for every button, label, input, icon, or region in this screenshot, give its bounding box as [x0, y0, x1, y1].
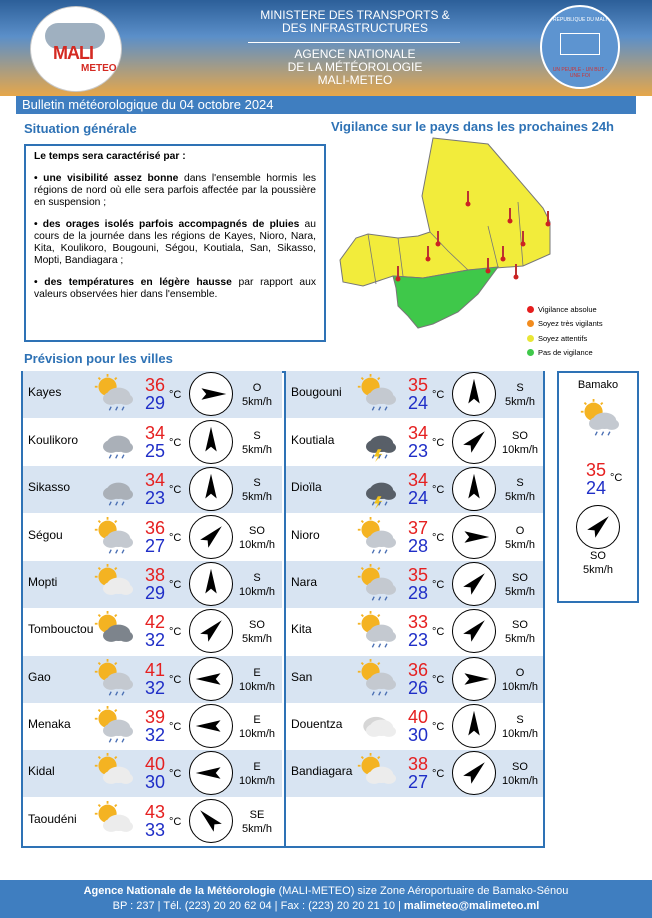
wind-info: SO 5km/h	[505, 619, 535, 645]
bamako-forecast	[557, 371, 639, 603]
forecast-title: Prévision pour les villes	[24, 351, 173, 366]
thermometer-bulb	[546, 222, 551, 227]
wind-info: S 5km/h	[505, 477, 535, 503]
temp-min: 24	[407, 488, 429, 508]
temp-min: 29	[144, 583, 166, 603]
temp-unit: °C	[432, 532, 445, 544]
wind-info: SO 5km/h	[583, 550, 613, 576]
temp-max: 34	[144, 423, 166, 443]
city-name: Kita	[291, 622, 312, 636]
temp-max: 34	[144, 470, 166, 490]
wind-info: S 5km/h	[242, 477, 272, 503]
temp-min: 28	[407, 583, 429, 603]
sun-cloud-rain-icon	[354, 611, 398, 651]
sun-cloud-icon	[91, 753, 135, 793]
city-row	[286, 514, 543, 561]
temp-unit: °C	[169, 721, 182, 733]
thermometer-bulb	[501, 257, 506, 262]
wind-info: SO 10km/h	[501, 761, 539, 787]
city-row	[286, 703, 543, 750]
temp-max: 41	[144, 660, 166, 680]
city-name: Mopti	[28, 575, 58, 589]
sun-dark-cloud-icon	[91, 611, 135, 651]
thermometer-bulb	[521, 242, 526, 247]
temp-max: 43	[144, 802, 166, 822]
temp-unit: °C	[169, 532, 182, 544]
city-row	[23, 608, 282, 655]
temp-unit: °C	[169, 816, 182, 828]
city-name: Taoudéni	[28, 812, 77, 826]
city-name: Sikasso	[28, 480, 71, 494]
temp-max: 35	[407, 375, 429, 395]
legend-item: Vigilance absolue	[527, 302, 603, 317]
temp-max: 36	[144, 518, 166, 538]
temp-max: 39	[144, 707, 166, 727]
situation-title: Situation générale	[24, 121, 137, 136]
wind-info: S 10km/h	[238, 572, 276, 598]
temp-min: 30	[407, 725, 429, 745]
temp-min: 25	[144, 441, 166, 461]
temp-min: 24	[585, 478, 607, 498]
wind-info: SO 5km/h	[242, 619, 272, 645]
temp-min: 33	[144, 820, 166, 840]
temp-min: 23	[144, 488, 166, 508]
thermometer-bulb	[466, 202, 471, 207]
sun-cloud-icon	[91, 801, 135, 841]
sun-cloud-rain-icon	[91, 517, 135, 557]
bulletin-title: Bulletin météorologique du 04 octobre 2024	[16, 96, 636, 114]
cloud-icon	[354, 706, 398, 746]
wind-info: O 10km/h	[501, 667, 539, 693]
temp-max: 40	[144, 754, 166, 774]
city-row	[23, 703, 282, 750]
city-row	[23, 419, 282, 466]
legend-dot	[527, 306, 534, 313]
city-name: Nara	[291, 575, 318, 589]
city-name: Nioro	[291, 528, 320, 542]
sun-cloud-rain-icon	[91, 659, 135, 699]
city-name: Kidal	[28, 764, 55, 778]
wind-info: S 10km/h	[501, 714, 539, 740]
legend-item: Pas de vigilance	[527, 346, 603, 361]
city-row	[286, 656, 543, 703]
city-name: Ségou	[28, 528, 63, 542]
footer: Agence Nationale de la Météorologie (MALI-METEO) size Zone Aéroportuaire de Bamako-Sénou BP : 237 | Tél. (223) 20 20 62 04 | Fax : (223) 20 20 21 10 | malimeteo@malimeteo.ml	[0, 880, 652, 918]
temp-max: 37	[407, 518, 429, 538]
temp-min: 23	[407, 441, 429, 461]
ministry-name: MINISTERE DES TRANSPORTS & DES INFRASTRUCTURES	[260, 8, 450, 35]
city-row	[286, 419, 543, 466]
thermometer-bulb	[486, 269, 491, 274]
city-name: Koulikoro	[28, 433, 79, 447]
temp-unit: °C	[169, 484, 182, 496]
city-name: Bandiagara	[291, 764, 353, 778]
vigilance-legend	[527, 302, 603, 360]
temp-min: 27	[144, 536, 166, 556]
temp-unit: °C	[432, 389, 445, 401]
city-row	[23, 750, 282, 797]
wind-info: SE 5km/h	[242, 809, 272, 835]
wind-arrow-icon	[576, 505, 620, 549]
temp-unit: °C	[169, 674, 182, 686]
temp-max: 33	[407, 612, 429, 632]
temp-min: 24	[407, 393, 429, 413]
temp-min: 28	[407, 536, 429, 556]
sun-cloud-rain-icon	[354, 564, 398, 604]
city-row	[286, 608, 543, 655]
header-divider	[248, 42, 460, 43]
temp-max: 34	[407, 470, 429, 490]
agency-name: AGENCE NATIONALE DE LA MÉTÉOROLOGIE MALI-METEO	[287, 47, 423, 87]
city-name: Kayes	[28, 385, 62, 399]
city-row	[286, 371, 543, 418]
temp-unit: °C	[432, 768, 445, 780]
vigilance-title: Vigilance sur le pays dans les prochaines 24h	[331, 119, 614, 134]
city-row	[23, 371, 282, 418]
sun-cloud-icon	[91, 564, 135, 604]
temp-unit: °C	[432, 484, 445, 496]
city-name: Gao	[28, 670, 51, 684]
weather-icon	[577, 399, 621, 441]
wind-info: S 5km/h	[505, 382, 535, 408]
legend-dot	[527, 335, 534, 342]
legend-dot	[527, 349, 534, 356]
wind-info: S 5km/h	[242, 430, 272, 456]
thermometer-bulb	[508, 219, 513, 224]
thermometer-bulb	[426, 257, 431, 262]
city-name: Koutiala	[291, 433, 335, 447]
wind-info: E 10km/h	[238, 714, 276, 740]
city-row	[23, 466, 282, 513]
cloud-rain-icon	[91, 469, 135, 509]
city-row	[23, 514, 282, 561]
thermometer-bulb	[396, 277, 401, 282]
wind-info: O 5km/h	[242, 382, 272, 408]
sun-cloud-rain-icon	[354, 517, 398, 557]
temp-max: 40	[407, 707, 429, 727]
temp-min: 32	[144, 678, 166, 698]
temp-max: 36	[144, 375, 166, 395]
sun-cloud-rain-icon	[91, 374, 135, 414]
city-name: Bamako	[577, 379, 619, 391]
legend-item: Soyez attentifs	[527, 331, 603, 346]
mali-meteo-logo: MALI METEO	[30, 6, 122, 92]
sun-cloud-rain-icon	[354, 374, 398, 414]
city-row	[23, 798, 282, 845]
temp-unit: °C	[169, 389, 182, 401]
temp-min: 23	[407, 630, 429, 650]
temp-min: 27	[407, 772, 429, 792]
temp-unit: °C	[169, 579, 182, 591]
thunderstorm-icon	[354, 422, 398, 462]
temp-max: 35	[585, 460, 607, 480]
temp-unit: °C	[432, 721, 445, 733]
city-row	[23, 656, 282, 703]
wind-info: E 10km/h	[238, 761, 276, 787]
footer-email: malimeteo@malimeteo.ml	[403, 900, 540, 912]
city-name: Tombouctou	[28, 622, 94, 636]
city-name: Douentza	[291, 717, 343, 731]
city-name: Dioïla	[291, 480, 322, 494]
header-banner	[0, 0, 652, 96]
temp-min: 32	[144, 630, 166, 650]
temp-max: 42	[144, 612, 166, 632]
wind-info: SO 5km/h	[505, 572, 535, 598]
city-name: Menaka	[28, 717, 71, 731]
thermometer-bulb	[514, 275, 519, 280]
temp-min: 30	[144, 772, 166, 792]
temp-unit: °C	[169, 626, 182, 638]
sun-cloud-icon	[354, 753, 398, 793]
city-row	[286, 561, 543, 608]
sun-cloud-rain-icon	[91, 706, 135, 746]
city-row	[286, 750, 543, 797]
sun-cloud-rain-icon	[354, 659, 398, 699]
temp-unit: °C	[432, 674, 445, 686]
situation-intro: Le temps sera caractérisé par :	[34, 151, 186, 162]
thunderstorm-icon	[354, 469, 398, 509]
legend-item: Soyez très vigilants	[527, 317, 603, 332]
city-name: Bougouni	[291, 385, 342, 399]
legend-dot	[527, 320, 534, 327]
thermometer-bulb	[436, 242, 441, 247]
republic-emblem: REPUBLIQUE DU MALI UN PEUPLE - UN BUT - UNE FOI	[540, 5, 620, 89]
wind-info: E 10km/h	[238, 667, 276, 693]
temp-unit: °C	[432, 437, 445, 449]
temp-max: 34	[407, 423, 429, 443]
temp-unit: °C	[432, 579, 445, 591]
temp-unit: °C	[169, 437, 182, 449]
situation-box: Le temps sera caractérisé par : • une visibilité assez bonne dans l'ensemble hormis les régions de nord où elle sera parfois affectée par la poussière en suspension ; • des orages isolés parfois accompagnés de pluies au cours de la journée dans les régions de Kayes, Nioro, Nara, Kita, Koulikoro, Bougouni, Ségou, Koutiala, San, Sikasso, Mopti, Bandiagara ; • des températures en légère hausse par rapport aux valeurs observées hier dans l'ensemble.	[24, 144, 326, 342]
temp-max: 38	[407, 754, 429, 774]
cloud-rain-icon	[91, 422, 135, 462]
temp-max: 35	[407, 565, 429, 585]
temp-unit: °C	[610, 472, 623, 484]
wind-info: SO 10km/h	[238, 525, 276, 551]
city-name: San	[291, 670, 313, 684]
city-row	[23, 561, 282, 608]
temp-min: 26	[407, 678, 429, 698]
temp-unit: °C	[169, 768, 182, 780]
temp-min: 32	[144, 725, 166, 745]
temp-max: 38	[144, 565, 166, 585]
city-row	[286, 466, 543, 513]
wind-info: SO 10km/h	[501, 430, 539, 456]
temp-min: 29	[144, 393, 166, 413]
wind-info: O 5km/h	[505, 525, 535, 551]
temp-max: 36	[407, 660, 429, 680]
temp-unit: °C	[432, 626, 445, 638]
